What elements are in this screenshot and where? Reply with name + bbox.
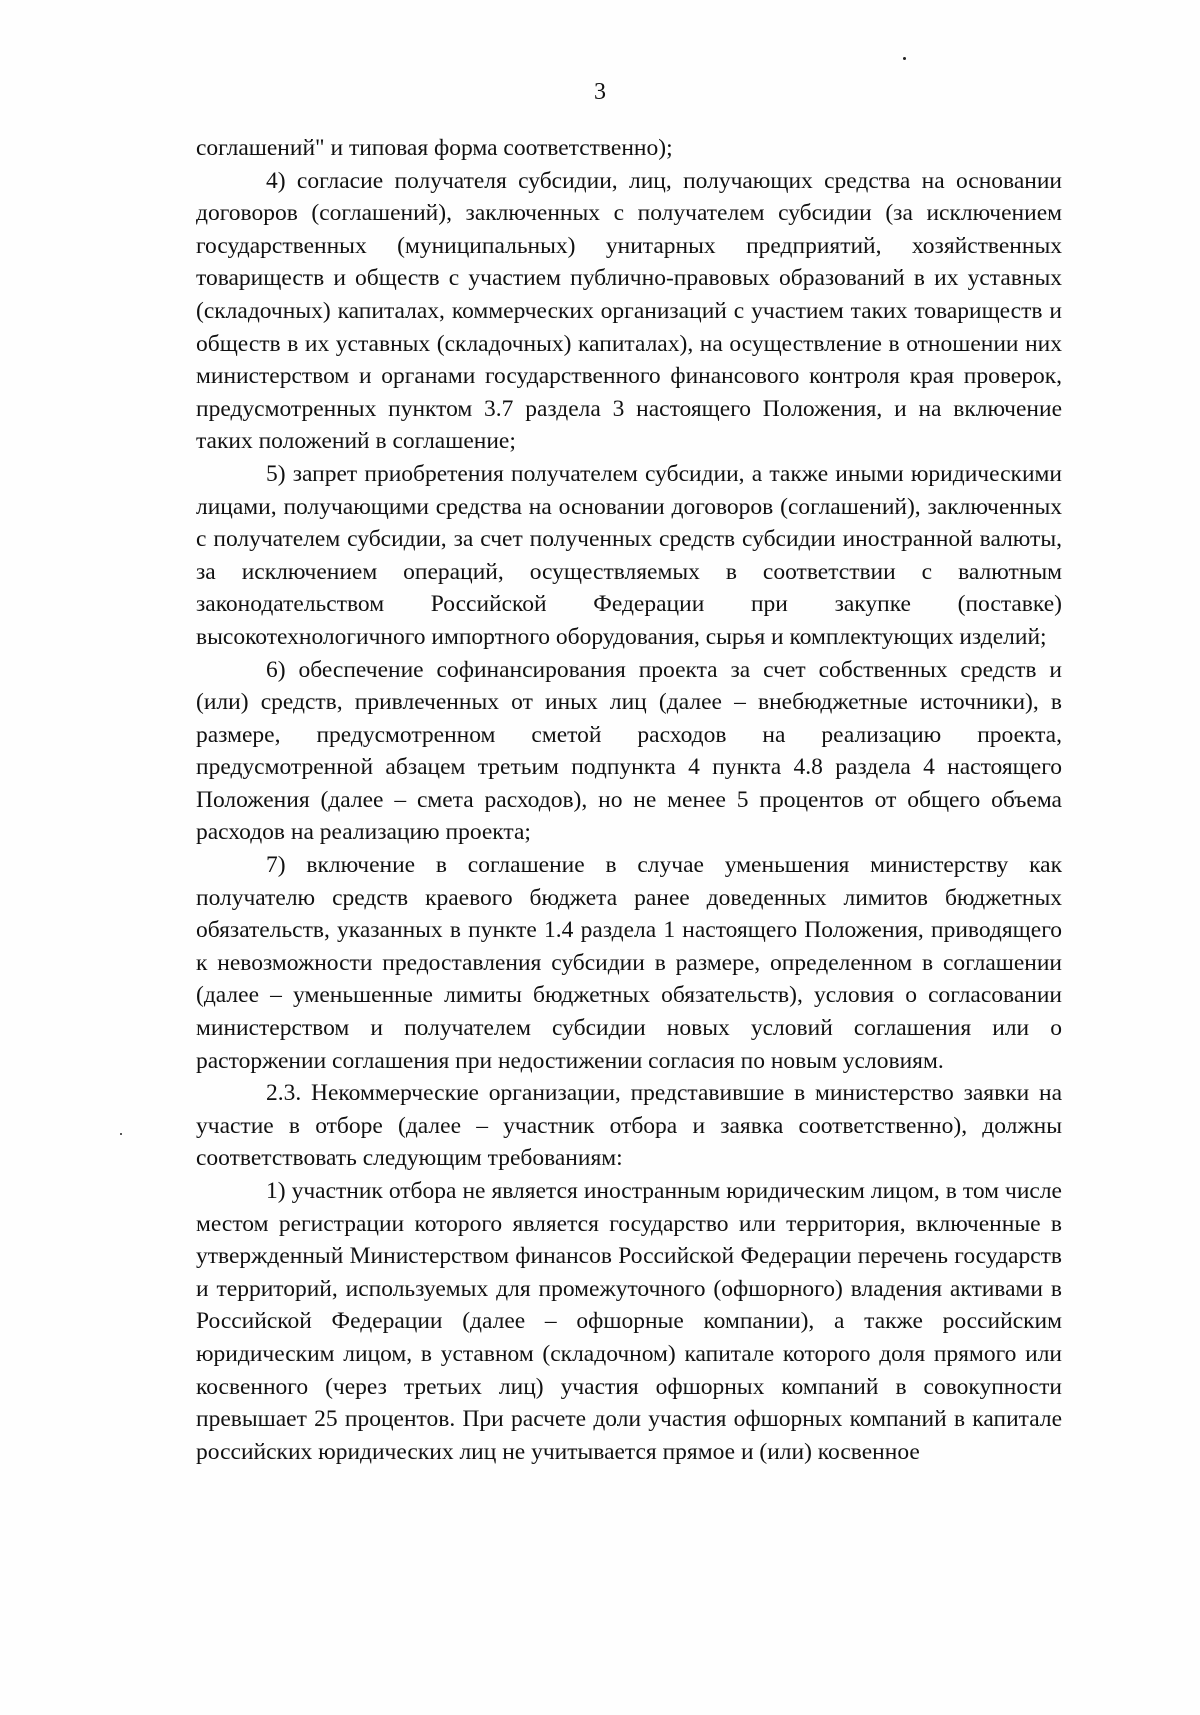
paragraph-item-5: 5) запрет приобретения получателем субсидии, а также иными юридическими лицами, получающими средства на основании договоров (соглашений), заключенных с получателем субсидии, за счет полученных средств субсидии иностранной валюты, за исключением операций, осуществляемых в соответствии с валютным законодательством Российской Федерации при закупке (поставке) высокотехнологичного импортного оборудования, сырья и комплектующих изделий; [196,460,1062,650]
body-text [196,132,1062,1468]
paragraph-item-7: 7) включение в соглашение в случае уменьшения министерству как получателю средств краевого бюджета ранее доведенных лимитов бюджетных обязательств, указанных в пункте 1.4 раздела 1 настоящего Положения, приводящего к невозможности предоставления субсидии в размере, определенном в соглашении (далее – уменьшенные лимиты бюджетных обязательств), условия о согласовании министерством и получателем субсидии новых условий соглашения или о расторжении соглашения при недостижении согласия по новым условиям. [196,852,1062,1074]
scan-speck [903,57,906,60]
paragraph-requirement-1: 1) участник отбора не является иностранным юридическим лицом, в том числе местом регистрации которого является государство или территория, включенные в утвержденный Министерством финансов Российской Федерации перечень государств и территорий, используемых для промежуточного (офшорного) владения активами в Российской Федерации (далее – офшорные компании), а также российским юридическим лицом, в уставном (складочном) капитале которого доля прямого или косвенного (через третьих лиц) участия офшорных компаний в совокупности превышает 25 процентов. При расчете доли участия офшорных компаний в капитале российских юридических лиц не учитывается прямое и (или) косвенное [196,1178,1062,1465]
paragraph-section-2-3: 2.3. Некоммерческие организации, представившие в министерство заявки на участие в отборе (далее – участник отбора и заявка соответственно), должны соответствовать следующим требованиям: [196,1080,1062,1172]
scan-speck [120,1133,122,1135]
paragraph-item-6: 6) обеспечение софинансирования проекта за счет собственных средств и (или) средств, привлеченных от иных лиц (далее – внебюджетные источники), в размере, предусмотренном сметой расходов на реализацию проекта, предусмотренной абзацем третьим подпункта 4 пункта 4.8 раздела 4 настоящего Положения (далее – смета расходов), но не менее 5 процентов от общего объема расходов на реализацию проекта; [196,656,1062,846]
page-number: 3 [594,79,606,105]
paragraph-continuation: соглашений" и типовая форма соответственно); [196,135,673,161]
paragraph-item-4: 4) согласие получателя субсидии, лиц, получающих средства на основании договоров (соглашений), заключенных с получателем субсидии (за исключением государственных (муниципальных) унитарных предприятий, хозяйственных товариществ и обществ с участием публично-правовых образований в их уставных (складочных) капиталах, коммерческих организаций с участием таких товариществ и обществ в их уставных (складочных) капиталах), на осуществление в отношении них министерством и органами государственного финансового контроля края проверок, предусмотренных пунктом 3.7 раздела 3 настоящего Положения, и на включение таких положений в соглашение; [196,167,1062,455]
